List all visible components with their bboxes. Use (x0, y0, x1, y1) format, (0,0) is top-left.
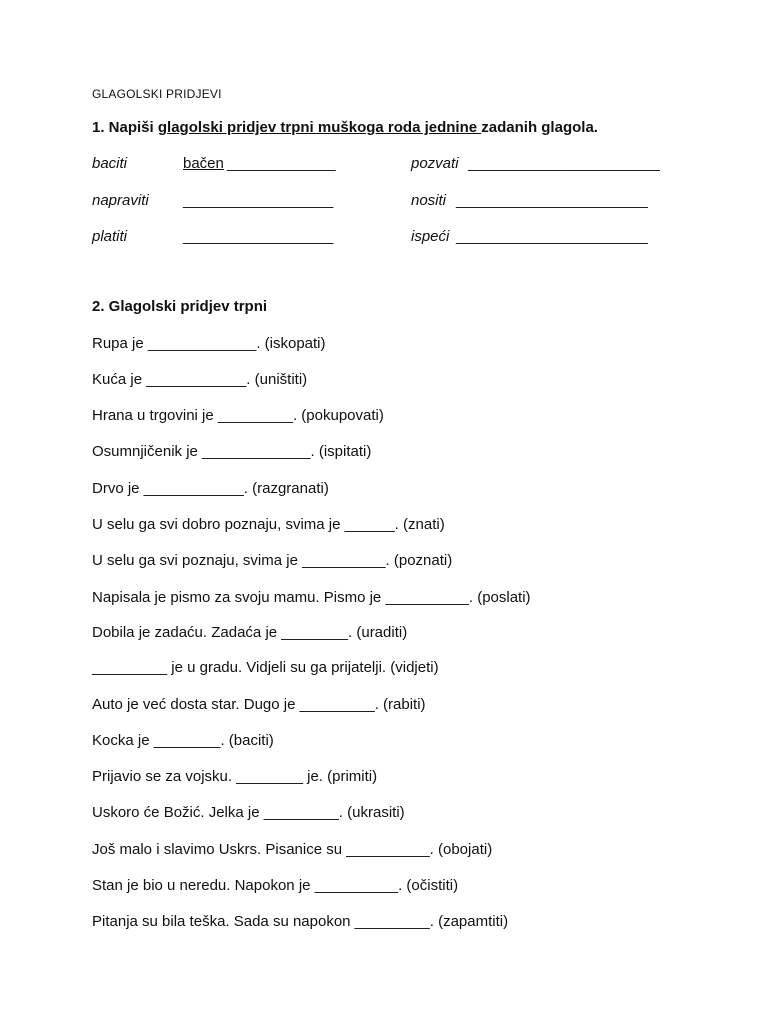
exercise-sentence[interactable]: Uskoro će Božić. Jelka je _________. (ukrasiti) (92, 804, 405, 821)
exercise-sentence[interactable]: Rupa je _____________. (iskopati) (92, 335, 326, 352)
exercise-sentence[interactable]: Drvo je ____________. (razgranati) (92, 480, 329, 497)
exercise-sentence[interactable]: Kocka je ________. (baciti) (92, 732, 274, 749)
exercise-sentence[interactable]: U selu ga svi dobro poznaju, svima je ______. (znati) (92, 516, 445, 533)
left-verb: platiti (92, 228, 128, 245)
left-answer-blank[interactable]: __________________ (183, 228, 334, 245)
exercise-sentence[interactable]: Pitanja su bila teška. Sada su napokon _________. (zapamtiti) (92, 913, 509, 930)
right-verb: nositi (411, 192, 447, 209)
exercise-sentence[interactable]: Još malo i slavimo Uskrs. Pisanice su __________. (obojati) (92, 841, 493, 858)
exercise-sentence[interactable]: Napisala je pismo za svoju mamu. Pismo je __________. (poslati) (92, 589, 531, 606)
exercise-sentence[interactable]: Hrana u trgovini je _________. (pokupovati) (92, 407, 384, 424)
task-1-heading-suffix: zadanih glagola. (481, 119, 598, 136)
right-verb: pozvati (411, 155, 459, 172)
left-verb: napraviti (92, 192, 149, 209)
exercise-sentence[interactable]: Prijavio se za vojsku. ________ je. (primiti) (92, 768, 378, 785)
task-1-heading (92, 119, 598, 136)
right-answer-blank[interactable]: _______________________ (456, 192, 648, 209)
left-answer-blank[interactable]: _____________ (227, 155, 336, 172)
left-verb: baciti (92, 155, 128, 172)
exercise-sentence[interactable]: Osumnjičenik je _____________. (ispitati) (92, 443, 372, 460)
page-title: GLAGOLSKI PRIDJEVI (92, 87, 222, 101)
right-answer-blank[interactable]: _______________________ (456, 228, 648, 245)
left-answer-blank[interactable]: __________________ (183, 192, 334, 209)
task-1-heading-prefix: 1. Napiši (92, 119, 158, 136)
exercise-sentence[interactable]: _________ je u gradu. Vidjeli su ga prijatelji. (vidjeti) (92, 659, 439, 676)
right-verb: ispeći (411, 228, 450, 245)
right-answer-blank[interactable]: _______________________ (468, 155, 660, 172)
exercise-sentence[interactable]: Stan je bio u neredu. Napokon je __________. (očistiti) (92, 877, 459, 894)
exercise-sentence[interactable]: U selu ga svi poznaju, svima je __________. (poznati) (92, 552, 453, 569)
exercise-sentence[interactable]: Kuća je ____________. (uništiti) (92, 371, 308, 388)
task-2-heading: 2. Glagolski pridjev trpni (92, 298, 268, 315)
exercise-sentence[interactable]: Dobila je zadaću. Zadaća je ________. (uraditi) (92, 624, 408, 641)
exercise-sentence[interactable]: Auto je već dosta star. Dugo je _________. (rabiti) (92, 696, 426, 713)
task-1-heading-underlined: glagolski pridjev trpni muškoga roda jednine (157, 119, 482, 136)
left-answer: bačen (183, 155, 224, 172)
